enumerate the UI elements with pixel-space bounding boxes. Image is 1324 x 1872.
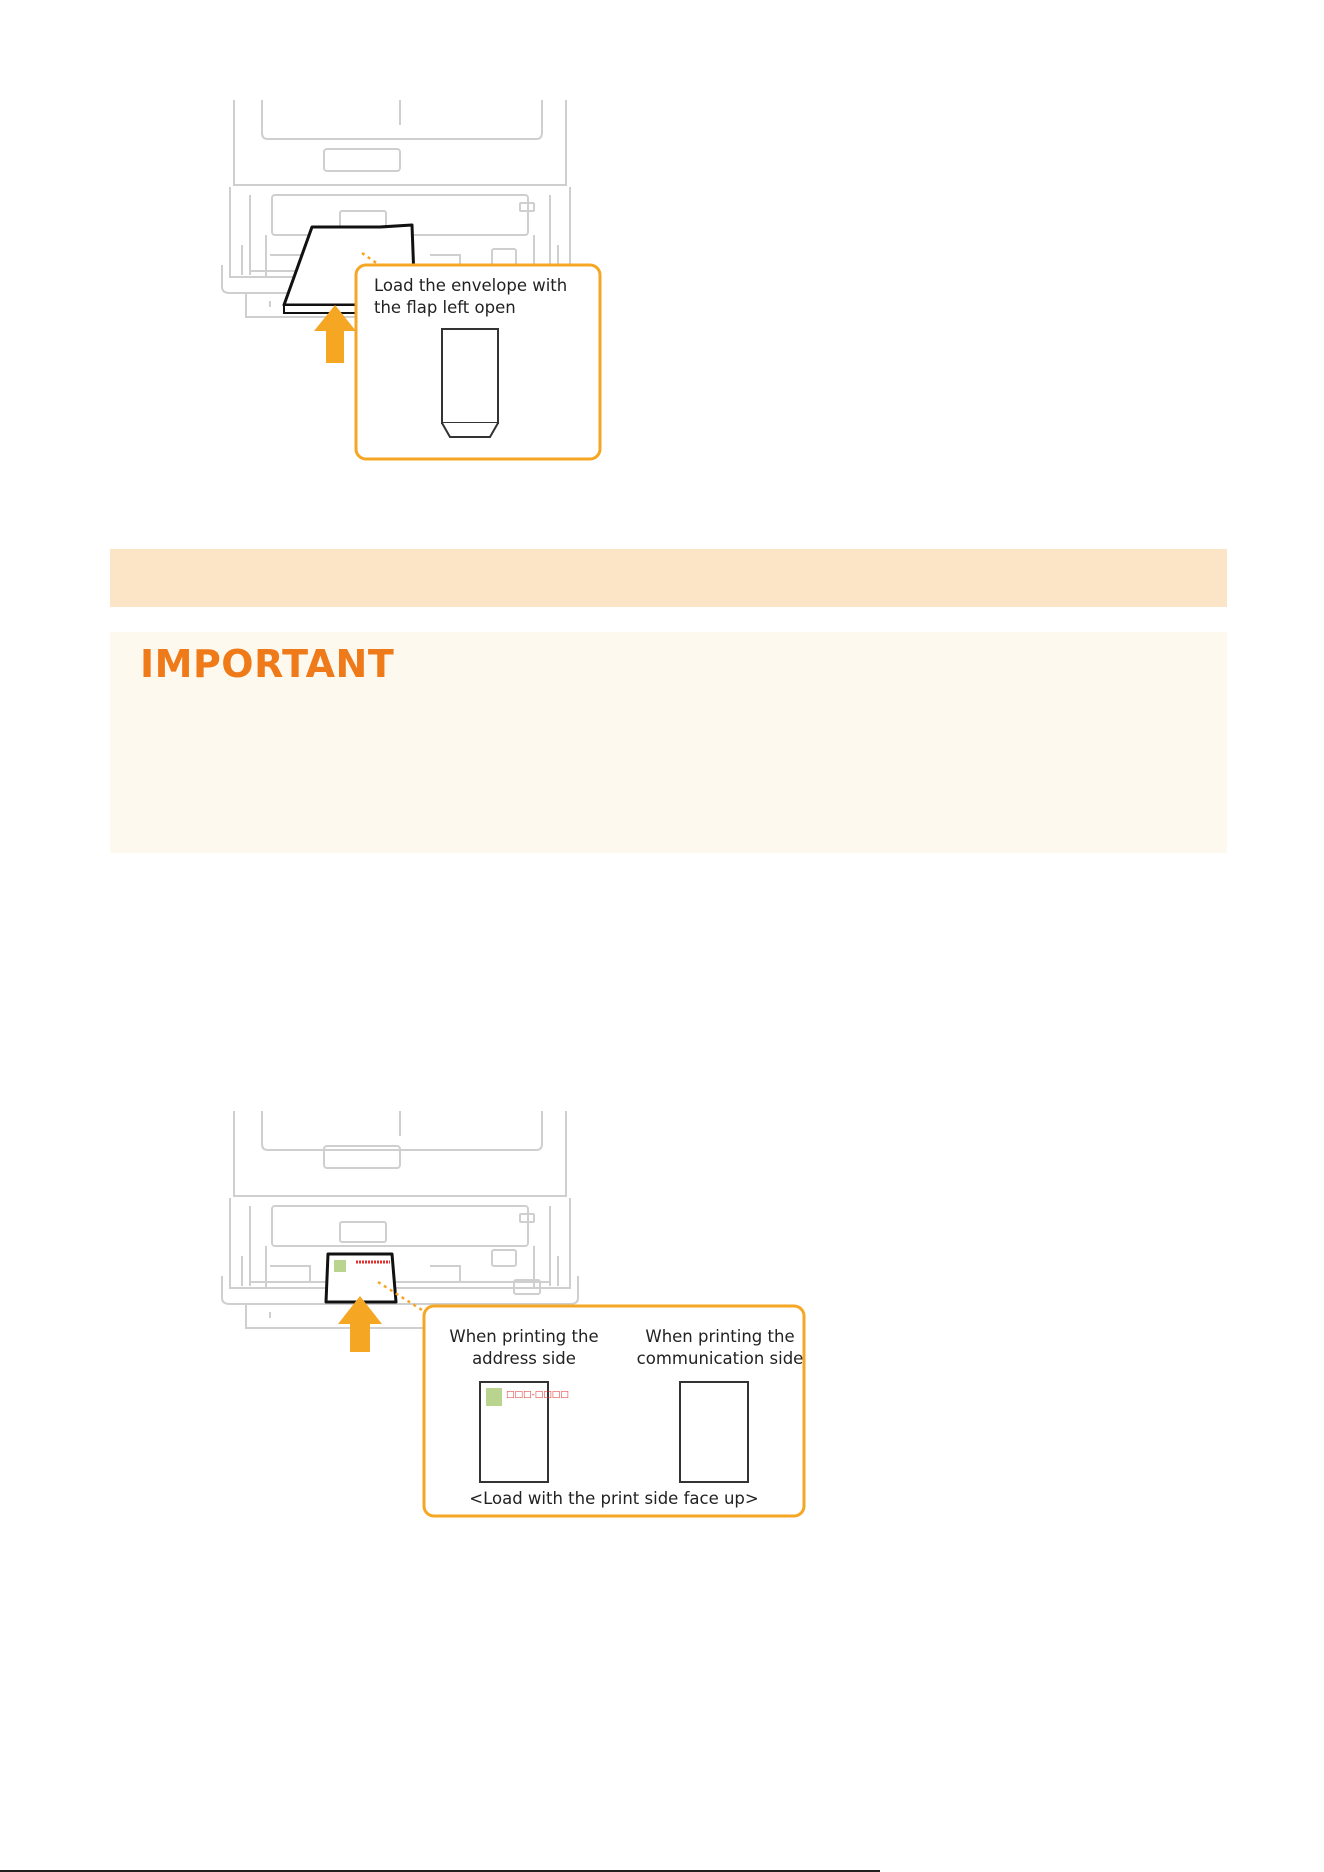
printer-illustration-1 xyxy=(210,95,670,505)
stamp-icon xyxy=(486,1388,502,1406)
postcard-communication-side-icon xyxy=(680,1382,748,1482)
important-notice-box xyxy=(110,632,1227,853)
important-heading: IMPORTANT xyxy=(140,642,395,686)
figure-print-side-face-up xyxy=(210,1106,810,1526)
figure-envelope-flap-open xyxy=(210,95,670,505)
left-label-line2: address side xyxy=(472,1349,576,1368)
envelope-flap-icon xyxy=(442,423,498,437)
section-header-band xyxy=(110,549,1227,607)
envelope-icon-vertical xyxy=(442,329,498,423)
printer-illustration-2 xyxy=(210,1106,810,1526)
callout-text-line1: Load the envelope with xyxy=(374,276,568,295)
right-label-line1: When printing the xyxy=(645,1327,795,1346)
postal-code-marks: □□□-□□□□ xyxy=(506,1390,569,1400)
caption-print-side-face-up: <Load with the print side face up> xyxy=(469,1489,759,1508)
callout-text-line2: the flap left open xyxy=(374,298,516,317)
left-label-line1: When printing the xyxy=(449,1327,599,1346)
right-label-line2: communication side xyxy=(636,1349,804,1368)
